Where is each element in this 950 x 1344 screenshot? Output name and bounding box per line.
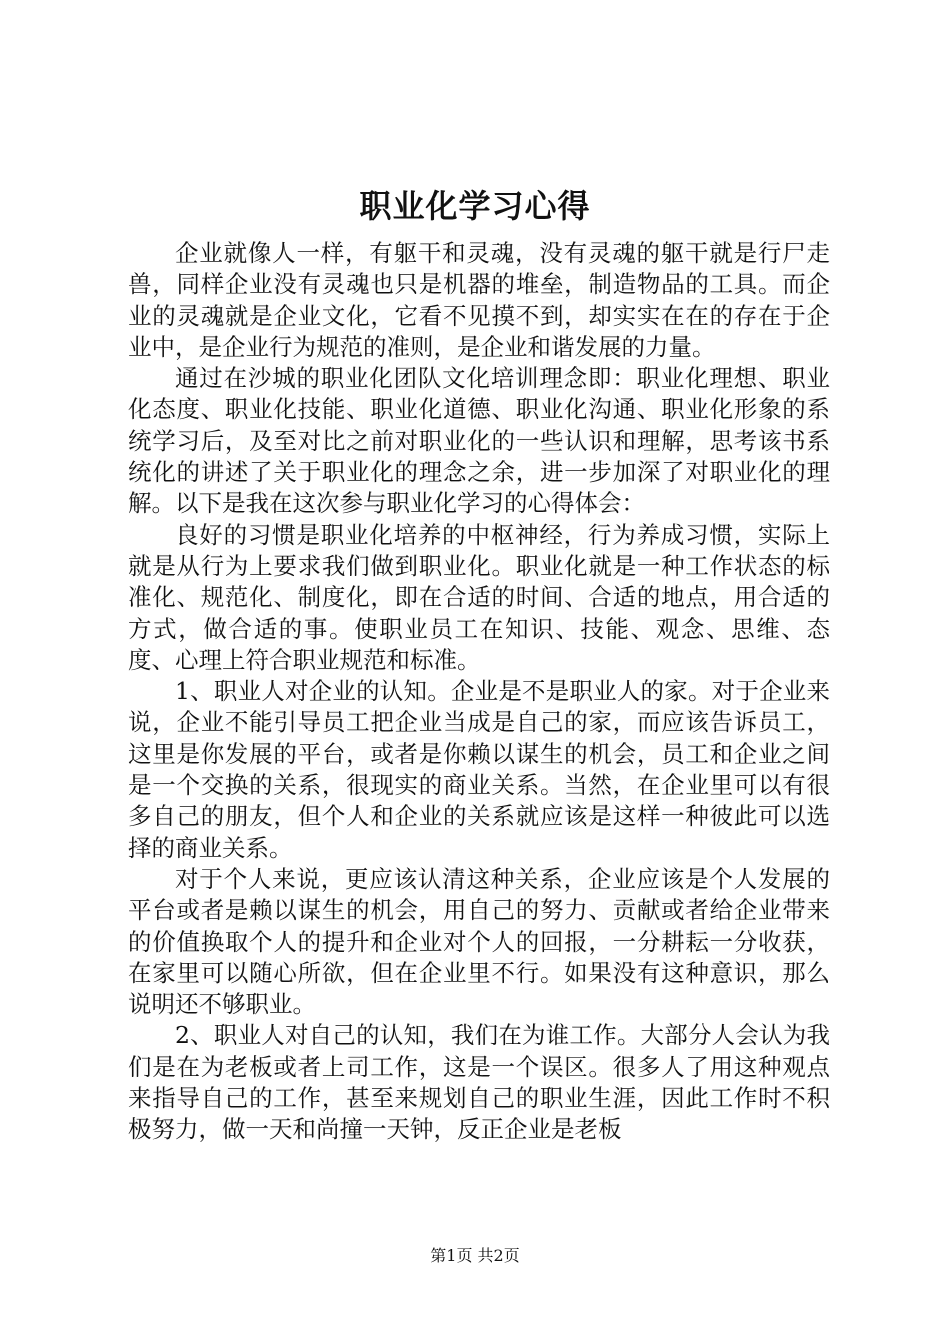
paragraph-3: 良好的习惯是职业化培养的中枢神经，行为养成习惯，实际上就是从行为上要求我们做到职业化。职业化就是一种工作状态的标准化、规范化、制度化，即在合适的时间、合适的地点，用合适的方式，做合适的事。使职业员工在知识、技能、观念、思维、态度、心理上符合职业规范和标准。	[128, 520, 830, 674]
document-title: 职业化学习心得	[359, 187, 591, 225]
paragraph-1: 企业就像人一样，有躯干和灵魂，没有灵魂的躯干就是行尸走兽，同样企业没有灵魂也只是机器的堆垒，制造物品的工具。而企业的灵魂就是企业文化，它看不见摸不到，却实实在在的存在于企业中，是企业行为规范的准则，是企业和谐发展的力量。	[128, 239, 830, 361]
paragraph-6: 2、职业人对自己的认知，我们在为谁工作。大部分人会认为我们是在为老板或者上司工作，这是一个误区。很多人了用这种观点来指导自己的工作，甚至来规划自己的职业生涯，因此工作时不积极努力，做一天和尚撞一天钟，反正企业是老板	[128, 1021, 830, 1144]
paragraph-2: 通过在沙城的职业化团队文化培训理念即：职业化理想、职业化态度、职业化技能、职业化道德、职业化沟通、职业化形象的系统学习后，及至对比之前对职业化的一些认识和理解，思考该书系统化的讲述了关于职业化的理念之余，进一步加深了对职业化的理解。以下是我在这次参与职业化学习的心得体会：	[128, 364, 830, 518]
paragraph-4: 1、职业人对企业的认知。企业是不是职业人的家。对于企业来说，企业不能引导员工把企业当成是自己的家，而应该告诉员工，这里是你发展的平台，或者是你赖以谋生的机会，员工和企业之间是一个交换的关系，很现实的商业关系。当然，在企业里可以有很多自己的朋友，但个人和企业的关系就应该是这样一种彼此可以选择的商业关系。	[128, 677, 830, 862]
page-footer: 第1页 共2页	[430, 1246, 520, 1265]
document-body	[128, 238, 830, 1146]
paragraph-5: 对于个人来说，更应该认清这种关系，企业应该是个人发展的平台或者是赖以谋生的机会，用自己的努力、贡献或者给企业带来的价值换取个人的提升和企业对个人的回报，一分耕耘一分收获，在家里可以随心所欲，但在企业里不行。如果没有这种意识，那么说明还不够职业。	[128, 864, 830, 1019]
